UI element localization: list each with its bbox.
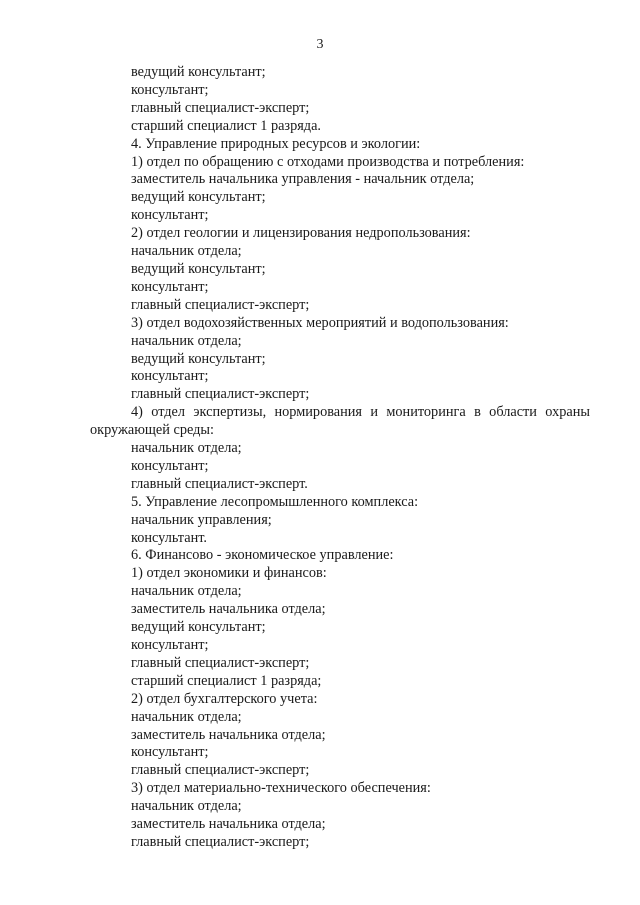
text-line: старший специалист 1 разряда; [131,672,322,689]
department-heading: 1) отдел по обращению с отходами производства и потребления: [131,153,525,170]
text-line: заместитель начальника отдела; [131,726,326,743]
text-line: начальник отдела; [131,583,242,600]
text-line: главный специалист-эксперт; [131,654,310,671]
text-line: консультант; [131,744,209,761]
text-line: ведущий консультант; [131,619,266,636]
text-line: начальник отдела; [131,440,242,457]
page-number: 3 [316,37,324,52]
text-line: консультант; [131,637,209,653]
text-line: заместитель начальника отдела; [131,816,326,833]
section-heading: 4. Управление природных ресурсов и экологии: [131,135,421,152]
department-heading: 1) отдел экономики и финансов: [131,565,327,582]
text-line: заместитель начальника управления - начальник отдела; [131,171,475,188]
text-line: начальник отдела; [131,708,242,725]
text-line: ведущий консультант; [131,350,266,367]
text-line: старший специалист 1 разряда. [131,117,321,134]
document-body [90,64,590,852]
text-line: главный специалист-эксперт; [131,762,310,779]
text-line: ведущий консультант; [131,260,266,277]
text-line: консультант; [131,278,209,295]
text-line: главный специалист-эксперт; [131,296,310,313]
section-heading: 5. Управление лесопромышленного комплекса: [131,493,419,510]
section-heading: 6. Финансово - экономическое управление: [131,547,394,564]
department-heading: 3) отдел материально-технического обеспечения: [131,780,431,797]
text-line: консультант; [131,81,209,98]
text-line: консультант. [131,529,207,546]
text-line: консультант; [131,457,209,474]
text-line: консультант; [131,207,209,224]
text-line: начальник отдела; [131,243,242,260]
text-line: главный специалист-эксперт. [131,475,308,492]
text-line: ведущий консультант; [131,64,266,80]
text-line: главный специалист-эксперт; [131,386,310,403]
text-line: заместитель начальника отдела; [131,601,326,618]
department-heading: 3) отдел водохозяйственных мероприятий и водопользования: [131,314,509,331]
department-heading: 2) отдел геологии и лицензирования недропользования: [131,225,471,242]
text-line: начальник отдела; [131,332,242,349]
text-line: главный специалист-эксперт; [131,833,310,850]
text-line: главный специалист-эксперт; [131,99,310,116]
department-heading-justified: 4) отдел экспертизы, нормирования и мониторинга в области охраны окружающей среды: [90,404,590,439]
text-line: консультант; [131,368,209,385]
text-line: ведущий консультант; [131,189,266,206]
department-heading: 2) отдел бухгалтерского учета: [131,690,318,707]
text-line: начальник отдела; [131,798,242,815]
text-line: начальник управления; [131,511,272,528]
